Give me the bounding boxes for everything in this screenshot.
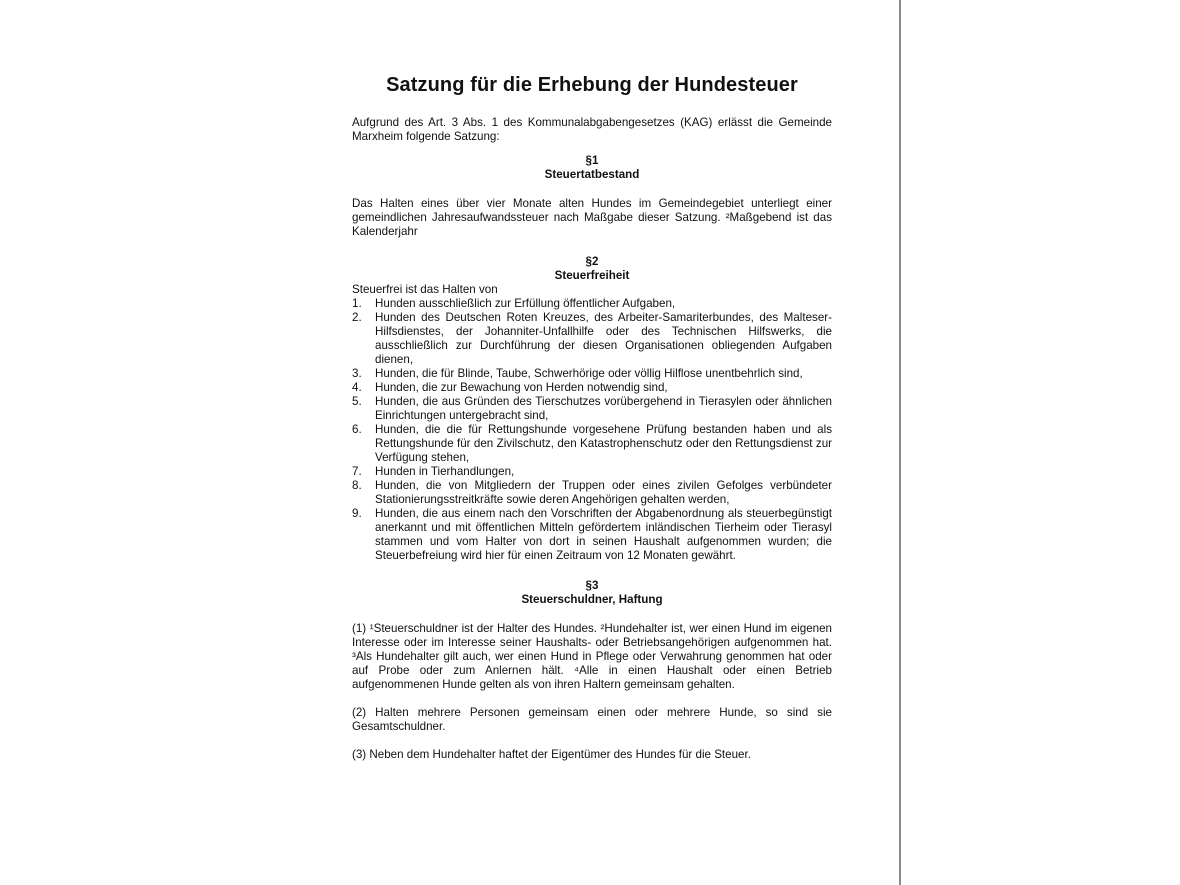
list-item-number: 6. xyxy=(352,423,362,436)
section-2-lead: Steuerfrei ist das Halten von xyxy=(352,283,498,296)
list-item-text: Hunden, die für Blinde, Taube, Schwerhörige oder völlig Hilflose unentbehrlich sind, xyxy=(375,367,803,380)
section-1-body: Das Halten eines über vier Monate alten Hundes im Gemeindegebiet unterliegt einer gemeindlichen Jahresaufwandssteuer nach Maßgabe dieser Satzung. ²Maßgebend ist das Kalenderjahr xyxy=(352,197,832,238)
list-item-text: Hunden, die die für Rettungshunde vorgesehene Prüfung bestanden haben und als Rettungshunde für den Zivilschutz, den Katastrophenschutz oder den Rettungsdienst zur Verfügung stehen, xyxy=(375,423,832,464)
list-item xyxy=(352,395,832,423)
list-item-text: Hunden des Deutschen Roten Kreuzes, des Arbeiter-Samariterbundes, des Malteser-Hilfsdienstes, der Johanniter-Unfallhilfe oder des Technischen Hilfswerks, die ausschließlich zur Durchführung der diesen Organisationen obliegenden Aufgaben dienen, xyxy=(375,311,832,366)
section-1-heading: Steuertatbestand xyxy=(544,168,640,181)
section-2-heading: Steuerfreiheit xyxy=(554,269,630,282)
list-item xyxy=(352,465,832,479)
list-item-text: Hunden, die aus einem nach den Vorschriften der Abgabenordnung als steuerbegünstigt anerkannt und mit öffentlichen Mitteln gefördertem inländischen Tierheim oder Tierasyl stammen und vom Halter von dort in seinen Haushalt aufgenommen wurden; die Steuerbefreiung wird hier für einen Zeitraum von 12 Monaten gewährt. xyxy=(375,507,832,562)
exemption-list xyxy=(352,297,832,563)
list-item xyxy=(352,367,832,381)
section-3-paragraph-1: (1) ¹Steuerschuldner ist der Halter des Hundes. ²Hundehalter ist, wer einen Hund im eigenen Interesse oder im Interesse seiner Haushalts- oder Betriebsangehörigen aufgenommen hat. ³Als Hundehalter gilt auch, wer einen Hund in Pflege oder Verwahrung genommen hat oder auf Probe oder zum Anlernen hält. ⁴Alle in einen Haushalt oder einen Betrieb aufgenommenen Hunde gelten als von ihren Haltern gemeinsam gehalten. xyxy=(352,622,832,691)
section-2-number: §2 xyxy=(585,255,599,268)
list-item-number: 5. xyxy=(352,395,362,408)
list-item-text: Hunden, die zur Bewachung von Herden notwendig sind, xyxy=(375,381,668,394)
list-item-number: 3. xyxy=(352,367,362,380)
list-item-number: 7. xyxy=(352,465,362,478)
document-page xyxy=(352,72,832,762)
section-3-paragraph-3: (3) Neben dem Hundehalter haftet der Eigentümer des Hundes für die Steuer. xyxy=(352,748,751,761)
section-3-number: §3 xyxy=(585,579,599,592)
intro-paragraph: Aufgrund des Art. 3 Abs. 1 des Kommunalabgabengesetzes (KAG) erlässt die Gemeinde Marxheim folgende Satzung: xyxy=(352,116,832,143)
list-item xyxy=(352,311,832,367)
list-item-number: 4. xyxy=(352,381,362,394)
list-item-number: 9. xyxy=(352,507,362,520)
list-item xyxy=(352,423,832,465)
list-item-text: Hunden, die von Mitgliedern der Truppen oder eines zivilen Gefolges verbündeter Stationierungsstreitkräfte sowie deren Angehörigen gehalten werden, xyxy=(375,479,832,506)
list-item-number: 2. xyxy=(352,311,362,324)
list-item-number: 8. xyxy=(352,479,362,492)
list-item xyxy=(352,507,832,563)
section-3-paragraph-2: (2) Halten mehrere Personen gemeinsam einen oder mehrere Hunde, so sind sie Gesamtschuldner. xyxy=(352,706,832,733)
list-item xyxy=(352,381,832,395)
list-item xyxy=(352,479,832,507)
list-item xyxy=(352,297,832,311)
document-title: Satzung für die Erhebung der Hundesteuer xyxy=(386,74,798,96)
list-item-text: Hunden, die aus Gründen des Tierschutzes vorübergehend in Tierasylen oder ähnlichen Einrichtungen untergebracht sind, xyxy=(375,395,832,422)
section-3-heading: Steuerschuldner, Haftung xyxy=(521,593,663,606)
list-item-text: Hunden ausschließlich zur Erfüllung öffentlicher Aufgaben, xyxy=(375,297,676,310)
page-edge-divider xyxy=(899,0,901,885)
list-item-text: Hunden in Tierhandlungen, xyxy=(375,465,515,478)
list-item-number: 1. xyxy=(352,297,362,310)
section-1-number: §1 xyxy=(585,154,599,167)
